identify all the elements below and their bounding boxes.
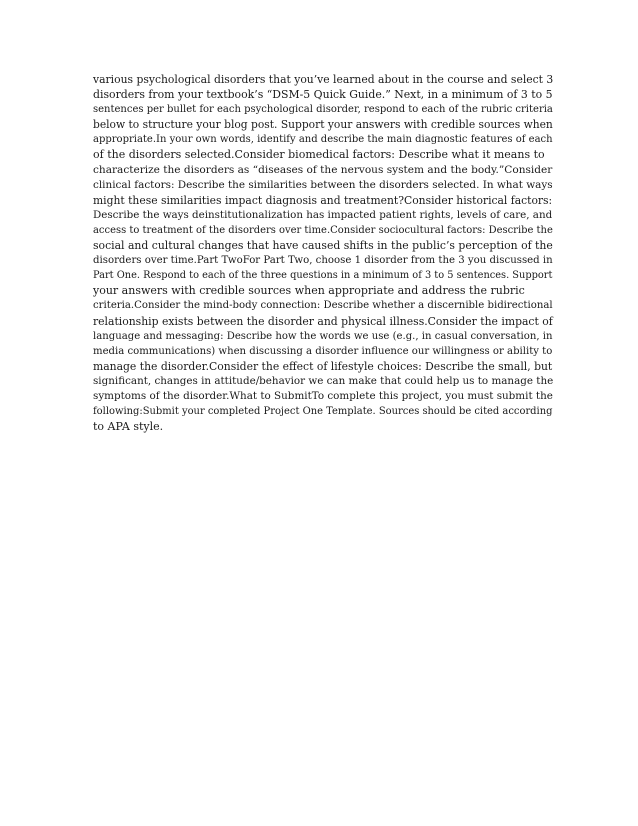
text-line: symptoms of the disorder.What to SubmitTo complete this project, you must submit the (93, 389, 553, 402)
text-line: language and messaging: Describe how the words we use (e.g., in casual conversation, in (93, 330, 553, 342)
text-line: your answers with credible sources when appropriate and address the rubric (93, 284, 525, 298)
text-line: disorders from your textbook’s “DSM-5 Quick Guide.” Next, in a minimum of 3 to 5 (93, 88, 553, 102)
text-line: to APA style. (93, 420, 164, 434)
text-line: criteria.Consider the mind-body connection: Describe whether a discernible bidirectional (93, 300, 553, 312)
text-line: relationship exists between the disorder and physical illness.Consider the impact of (93, 314, 553, 328)
text-line: Part One. Respond to each of the three questions in a minimum of 3 to 5 sentences. Support (93, 270, 553, 282)
text-line: sentences per bullet for each psychological disorder, respond to each of the rubric criteria (93, 104, 553, 116)
text-line: disorders over time.Part TwoFor Part Two, choose 1 disorder from the 3 you discussed in (93, 255, 553, 267)
text-line: clinical factors: Describe the similarities between the disorders selected. In what ways (93, 178, 553, 191)
text-line: social and cultural changes that have caused shifts in the public’s perception of the (93, 239, 553, 253)
text-line: of the disorders selected.Consider biomedical factors: Describe what it means to (93, 148, 545, 162)
text-line: Describe the ways deinstitutionalization has impacted patient rights, levels of care, and (93, 208, 553, 221)
text-line: access to treatment of the disorders over time.Consider sociocultural factors: Describe the (93, 224, 553, 236)
text-line: significant, changes in attitude/behavior we can make that could help us to manage the (93, 374, 554, 387)
text-line: appropriate.In your own words, identify and describe the main diagnostic features of each (93, 134, 553, 146)
text-line: might these similarities impact diagnosis and treatment?Consider historical factors: (93, 193, 553, 207)
text-line: following:Submit your completed Project One Template. Sources should be cited according (93, 406, 553, 418)
text-line: characterize the disorders as “diseases of the nervous system and the body.”Consider (93, 163, 553, 176)
text-line: media communications) when discussing a disorder influence our willingness or ability to (93, 345, 553, 357)
text-line: manage the disorder.Consider the effect of lifestyle choices: Describe the small, but (93, 359, 553, 373)
text-line: below to structure your blog post. Support your answers with credible sources when (93, 118, 553, 132)
body-paragraph (93, 72, 553, 434)
text-line: various psychological disorders that you’ve learned about in the course and select 3 (93, 73, 554, 86)
